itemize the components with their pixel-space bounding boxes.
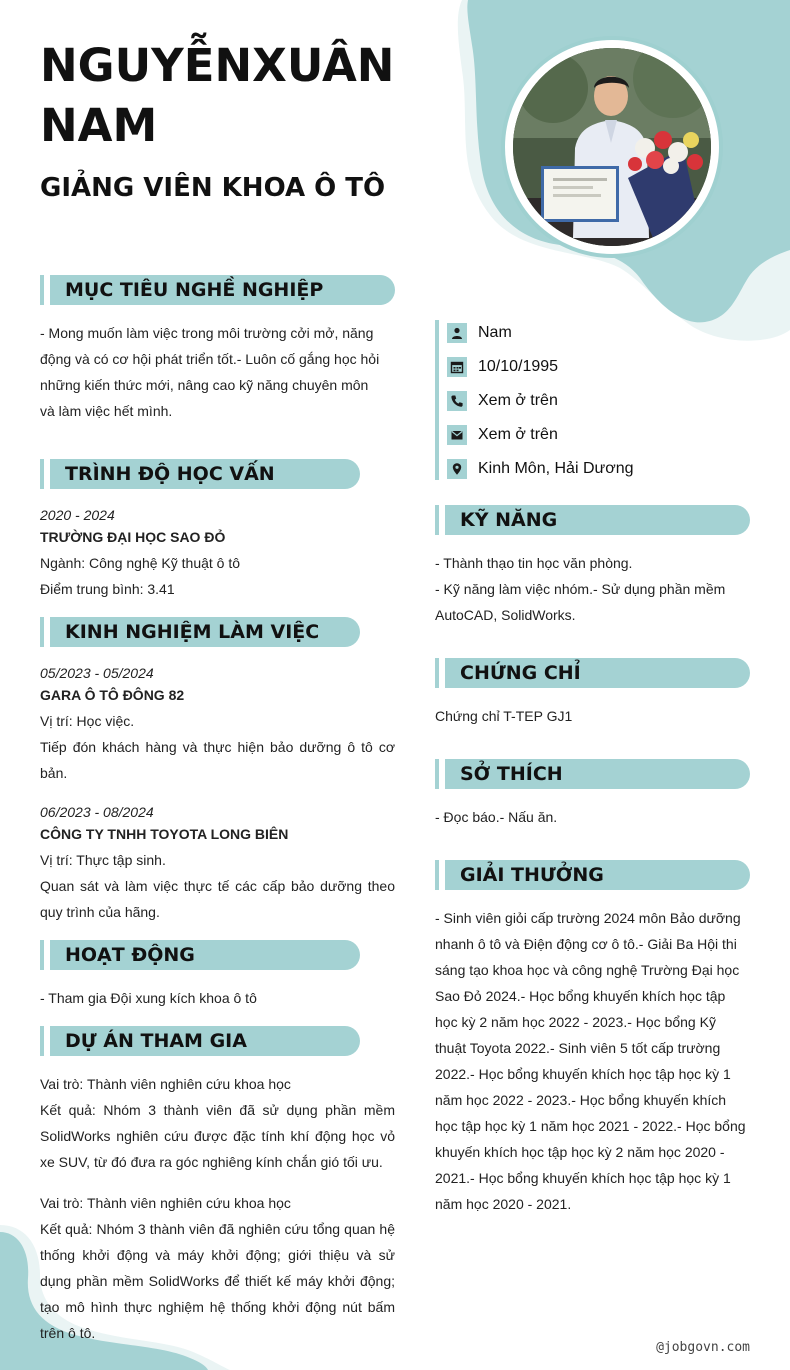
section-header-activities: HOẠT ĐỘNG bbox=[40, 940, 360, 970]
location-icon bbox=[447, 459, 467, 479]
section-header-education: TRÌNH ĐỘ HỌC VẤN bbox=[40, 459, 360, 489]
project-role: Vai trò: Thành viên nghiên cứu khoa học bbox=[40, 1195, 291, 1211]
section-header-skills: KỸ NĂNG bbox=[435, 505, 750, 535]
project-result: Kết quả: Nhóm 3 thành viên đã nghiên cứu tổng quan hệ thống khởi động và máy khởi động; giới thiệu và sử dụng phần mềm SolidWorks để thiết kế máy khởi động; tạo mô hình thực nghiệm hệ thống khởi động nút bấm trên ô tô. bbox=[40, 1221, 395, 1341]
section-header-hobbies: SỞ THÍCH bbox=[435, 759, 750, 789]
project-role: Vai trò: Thành viên nghiên cứu khoa học bbox=[40, 1076, 291, 1092]
avatar-photo bbox=[513, 48, 711, 246]
person-icon bbox=[447, 323, 467, 343]
job-title: GIẢNG VIÊN KHOA Ô TÔ bbox=[40, 173, 386, 203]
section-header-certificates: CHỨNG CHỈ bbox=[435, 658, 750, 688]
mail-icon bbox=[447, 425, 467, 445]
contact-gender: Nam bbox=[447, 320, 737, 346]
experience-period: 06/2023 - 08/2024 bbox=[40, 804, 154, 820]
contact-birthday: 10/10/1995 bbox=[447, 354, 737, 380]
phone-icon bbox=[447, 391, 467, 411]
objective-text: - Mong muốn làm việc trong môi trường cởi mở, năng động và có cơ hội phát triển tốt.- Luôn cố gắng học hỏi những kiến thức mới, nâng cao kỹ năng chuyên môn và làm việc hết mình. bbox=[40, 325, 380, 419]
awards-text: - Sinh viên giỏi cấp trường 2024 môn Bảo dưỡng nhanh ô tô và Điện động cơ ô tô.- Giải Ba Hội thi sáng tạo khoa học và công nghệ Trường Đại học Sao Đỏ 2024.- Học bổng khuyến khích học tập học kỳ 2 năm học 2022 - 2023.- Học bổng Kỹ thuật Toyota 2022.- Sinh viên 5 tốt cấp trường 2022.- Học bổng khuyến khích học tập học kỳ 1 năm học 2022 - 2023.- Học bổng khuyến khích học tập học kỳ 1 năm học 2021 - 2022.- Học bổng khuyến khích học tập học kỳ 2 năm học 2020 - 2021.- Học bổng khuyến khích học tập học kỳ 1 năm học 2020 - 2021. bbox=[435, 910, 746, 1212]
certificates-text: Chứng chỉ T-TEP GJ1 bbox=[435, 708, 573, 724]
section-header-experience: KINH NGHIỆM LÀM VIỆC bbox=[40, 617, 360, 647]
activities-text: - Tham gia Đội xung kích khoa ô tô bbox=[40, 990, 257, 1006]
contact-address: Kinh Môn, Hải Dương bbox=[447, 456, 737, 482]
section-header-objective: MỤC TIÊU NGHỀ NGHIỆP bbox=[40, 275, 395, 305]
education-gpa: Điểm trung bình: 3.41 bbox=[40, 581, 175, 597]
experience-position: Vị trí: Thực tập sinh. bbox=[40, 852, 166, 868]
project-result: Kết quả: Nhóm 3 thành viên đã sử dụng phần mềm SolidWorks nghiên cứu được đặc tính khí động học vỏ xe SUV, từ đó đưa ra góc nghiêng kính chắn gió tối ưu. bbox=[40, 1102, 395, 1170]
experience-description: Quan sát và làm việc thực tế các cấp bảo dưỡng theo quy trình của hãng. bbox=[40, 878, 395, 920]
watermark: @jobgovn.com bbox=[656, 1340, 750, 1355]
contact-info bbox=[435, 320, 739, 480]
section-header-projects: DỰ ÁN THAM GIA bbox=[40, 1026, 360, 1056]
education-period: 2020 - 2024 bbox=[40, 507, 115, 523]
hobbies-text: - Đọc báo.- Nấu ăn. bbox=[435, 809, 558, 825]
education-major: Ngành: Công nghệ Kỹ thuật ô tô bbox=[40, 555, 241, 571]
contact-email: Xem ở trên bbox=[447, 422, 737, 448]
calendar-icon bbox=[447, 357, 467, 377]
contact-phone: Xem ở trên bbox=[447, 388, 737, 414]
section-header-awards: GIẢI THƯỞNG bbox=[435, 860, 750, 890]
candidate-name: NGUYỄNXUÂN NAM bbox=[40, 39, 395, 152]
skills-line: - Thành thạo tin học văn phòng. bbox=[435, 555, 633, 571]
experience-description: Tiếp đón khách hàng và thực hiện bảo dưỡng ô tô cơ bản. bbox=[40, 739, 395, 781]
experience-period: 05/2023 - 05/2024 bbox=[40, 665, 154, 681]
skills-line: - Kỹ năng làm việc nhóm.- Sử dụng phần mềm AutoCAD, SolidWorks. bbox=[435, 581, 726, 623]
experience-company: CÔNG TY TNHH TOYOTA LONG BIÊN bbox=[40, 826, 289, 842]
experience-company: GARA Ô TÔ ĐÔNG 82 bbox=[40, 687, 185, 703]
education-school: TRƯỜNG ĐẠI HỌC SAO ĐỎ bbox=[40, 529, 226, 545]
avatar bbox=[513, 48, 711, 246]
experience-position: Vị trí: Học việc. bbox=[40, 713, 135, 729]
